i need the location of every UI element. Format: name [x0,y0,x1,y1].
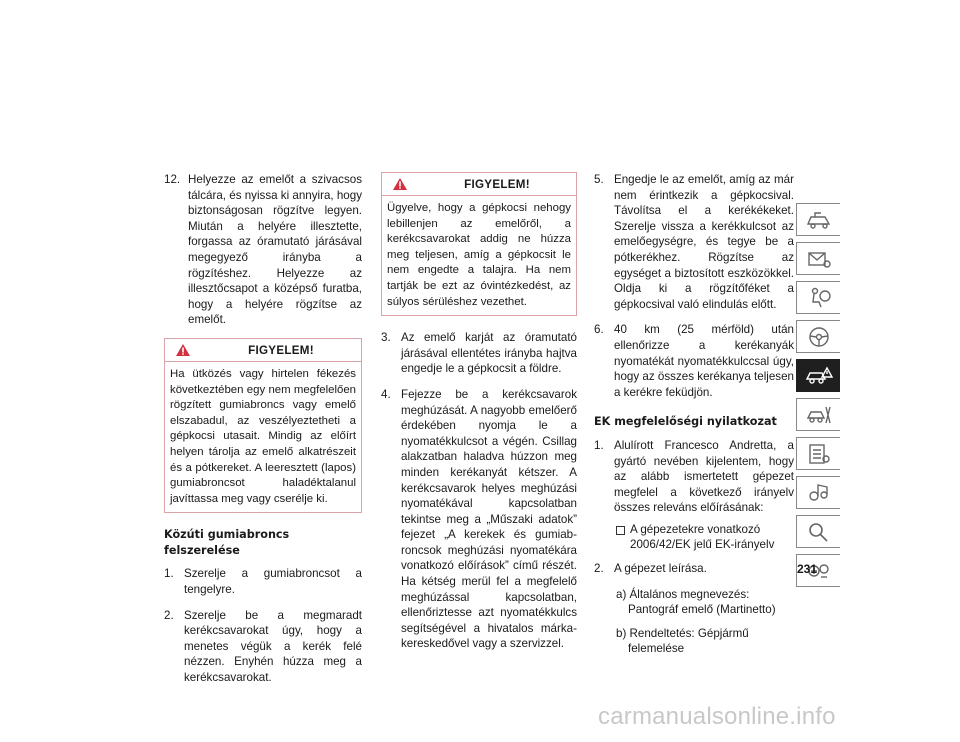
section-heading: EK megfelelőségi nyilatkozat [594,415,777,429]
warning-box [164,338,362,513]
warning-header [165,339,361,362]
search-icon [805,520,833,544]
warning-box [381,172,577,316]
step-number: 4. [381,387,391,401]
step-number: 12. [164,173,181,186]
step-text: Helyezze az emelőt a szivacsos tálcára, és nyissa ki annyira, hogy biztonságosan rögzítve legyen. Miután a helyére illesztette, forgassa az óramutató járásával megegyező irányba a rögzítéshez. Helyezze az illesztőcsapot a középső furatba, hogy a helyére rögzítse az emelőt. [188,173,362,327]
column-middle [381,172,577,662]
tab-index[interactable] [796,515,840,548]
step-2 [164,608,362,686]
car-service-tools-icon [805,403,833,427]
footer-watermark: carmanualsonline.info [598,703,836,730]
warning-text: Ügyelve, hogy a gépkocsi nehogy lebillenjen az emelőről, a kerékcsavarokat addig ne húzza meg teljesen, amíg a gépkocsit le nem engedte a talajra. Ha nem tartják be ezt az óvintézkedést, az súlyos sérüléshez vezethet. [387,202,571,308]
bullet-text: A gépezetekre vonatkozó 2006/42/EK jelű EK-irányelv [630,522,775,552]
sub-paragraph-text: b) Rendeltetés: Gépjármű felemelése [616,626,749,656]
sub-paragraph-a [616,587,794,618]
step-3 [381,330,577,377]
sub-paragraph-text: a) Általános megnevezés: Pantográf emelő (Martinetto) [616,587,776,617]
sub-paragraph-b [616,626,794,657]
declaration-step-1 [594,438,794,516]
step-6 [594,322,794,400]
step-text: Alulírott Francesco Andretta, a gyártó nevében kijelentem, hogy az alább ismertetett gépezet megfelel a következő irányelv összes releváns előírásának: [614,438,794,515]
section-heading: Közúti gumiabroncs felszerelése [164,528,290,557]
step-text: Engedje le az emelőt, amíg az már nem érintkezik a gépkocsival. Távolítsa el a kerékékeket. Szerelje vissza a kerékkulcsot az emelőegységre, és tegye be a pótkerékhez. Rögzítse az egységet a biztosított eszközökkel. Oldja ki a rögzítőféket a gépkocsival való elindulás előtt. [614,173,794,311]
step-text: Szerelje be a megmaradt kerékcsavarokat úgy, hogy a menetes végük a kerék felé nézzen. Enyhén húzza meg a kerékcsavarokat. [184,608,362,685]
steering-wheel-icon [805,325,833,349]
tab-multimedia[interactable] [796,476,840,509]
step-12 [164,172,362,328]
warning-title: FIGYELEM! [248,343,314,357]
checklist-icon [805,442,833,466]
column-left [164,172,362,696]
step-number: 5. [594,173,604,186]
warning-title: FIGYELEM! [464,178,530,191]
airbag-person-icon [805,286,833,310]
step-number: 3. [381,331,391,345]
tab-emergency[interactable] [796,359,840,392]
warning-header [382,173,576,196]
tab-messages[interactable] [796,242,840,275]
step-number: 6. [594,323,604,337]
step-number: 1. [164,567,174,581]
square-bullet-icon [616,526,625,535]
step-5 [594,172,794,312]
step-number: 1. [594,438,604,452]
tab-safety[interactable] [796,281,840,314]
step-text: A gépezet leírása. [614,562,707,576]
step-1 [164,566,362,597]
bullet-item [616,522,794,553]
step-4 [381,387,577,652]
step-number: 2. [594,562,604,576]
multimedia-icon [805,481,833,505]
car-dashboard-icon [805,208,833,232]
step-text: Szerelje a gumiabroncsot a tengelyre. [184,567,362,597]
step-text: Az emelő karját az óramutató járásával ellentétes irányba hajtva engedje le a gépkocsit a földre. [401,331,577,376]
column-right [594,172,794,665]
page-number: 231 [797,562,818,576]
mail-messages-icon [805,247,833,271]
tab-service[interactable] [796,398,840,431]
tab-specifications[interactable] [796,437,840,470]
tab-dashboard[interactable] [796,203,840,236]
declaration-step-2 [594,561,794,577]
warning-text: Ha ütközés vagy hirtelen fékezés következtében egy nem megfelelően rögzített gumiabroncs vagy emelő elszabadul, az veszélyeztetheti a gépkocsi utasait. Mindig az előírt helyen tárolja az emelő alkatrészeit és a pótkereket. A leeresztett (lapos) gumiabroncsot haladéktalanul javíttassa meg vagy cserélje ki. [170,367,356,505]
car-breakdown-warning-icon [805,364,833,388]
step-number: 2. [164,608,174,622]
step-text: Fejezze be a kerékcsavarok meghúzását. A nagyobb emelőerő érdekében nyomja le a nyomatékkulcsot a végén. Csillag alakzatban haladva húzzon meg minden kerékanyát kétszer. A kerékcsavarok helyes meghúzási nyomatékával kapcsolatban tekintse meg a „Műszaki adatok” fejezet „A kerekek és gumiabroncsok meghúzási nyomatékára vonatkozó előírások” című részét. Ha kétség merül fel a megfelelő meghúzással kapcsolatban, ellenőriztesse azt nyomatékkulcs segítségével a hivatalos márkakereskedővel vagy a szervizzel. [401,387,577,651]
step-text: 40 km (25 mérföld) után ellenőrizze a kerékanyák nyomatékát nyomatékkulccsal úgy, hogy az összes kerékanya teljesen a kerékre feküdjön. [614,323,794,399]
chapter-tabs [796,203,840,593]
tab-driving[interactable] [796,320,840,353]
